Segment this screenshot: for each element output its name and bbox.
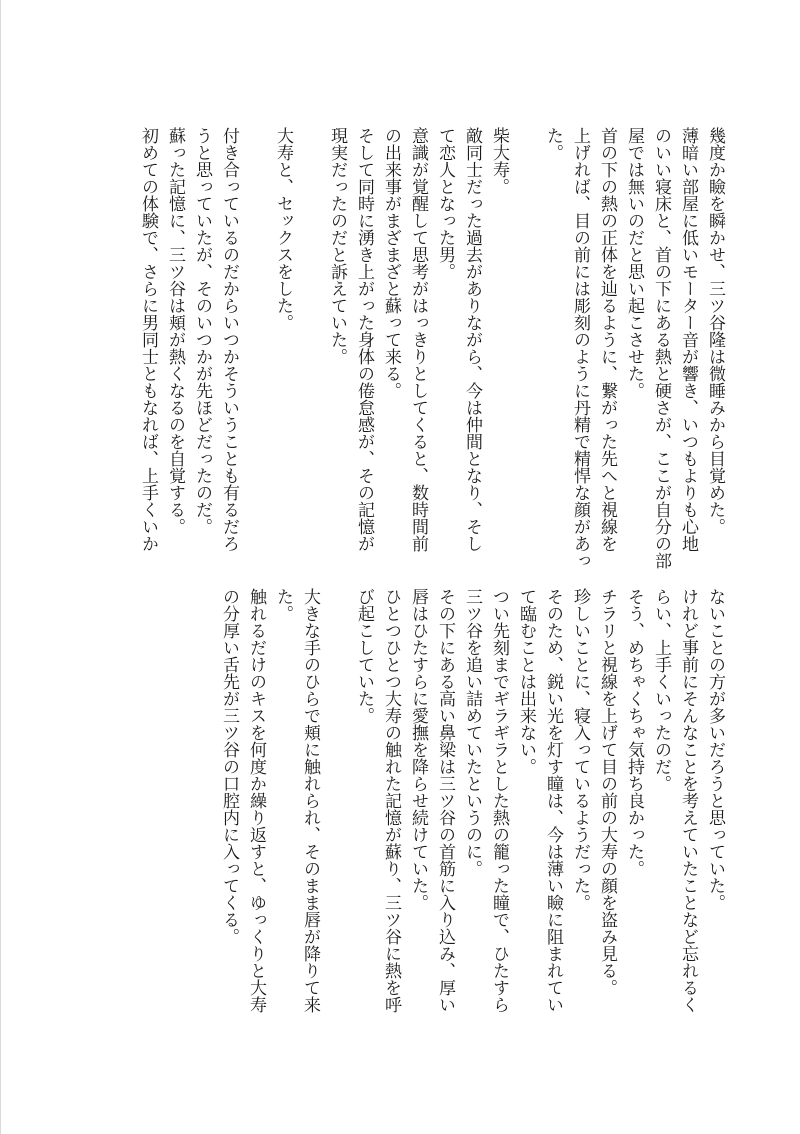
text-line: けれど事前にそんなことを考えていたことなど忘れるく <box>678 588 698 1013</box>
text-line: その下にある高い鼻梁は三ツ谷の首筋に入り込み、厚い <box>435 588 455 1013</box>
text-line: 大寿と、セックスをした。 <box>273 127 293 331</box>
blank-line <box>242 127 269 567</box>
text-line: 三ツ谷を追い詰めていたというのに。 <box>462 588 482 877</box>
text-line: 現実だったのだと訴えていた。 <box>327 127 347 365</box>
text-line: 幾度か瞼を瞬かせ、三ツ谷隆は微睡みから目覚めた。 <box>705 127 725 535</box>
text-line: うと思っていたが、そのいつかが先ほどだったのだ。 <box>192 127 212 535</box>
text-line: 唇はひたすらに愛撫を降らせ続けていた。 <box>408 588 428 911</box>
text-line: 屋では無いのだと思い起こさせた。 <box>624 127 644 399</box>
text-line: 付き合っているのだからいつかそういうことも有るだろ <box>219 127 239 552</box>
text-line: つい先刻までギラギラとした熱の籠った瞳で、ひたすら <box>489 588 509 1013</box>
text-line: のいい寝床と、首の下にある熱と硬さが、ここが自分の部 <box>651 127 671 569</box>
lower-text-block <box>215 588 728 1028</box>
text-line: た。 <box>543 127 563 161</box>
text-line: の出来事がまざまざと蘇って来る。 <box>381 127 401 399</box>
text-line: 柴大寿。 <box>489 127 509 195</box>
text-line: 珍しいことに、寝入っているようだった。 <box>570 588 590 911</box>
text-line: て臨むことは出来ない。 <box>516 588 536 775</box>
blank-line <box>296 127 323 567</box>
text-line: 初めての体験で、さらに男同士ともなれば、上手くいか <box>138 127 158 552</box>
text-line: の分厚い舌先が三ツ谷の口腔内に入ってくる。 <box>219 588 239 945</box>
text-line: ないことの方が多いだろうと思っていた。 <box>705 588 725 911</box>
text-line: そのため、鋭い光を灯す瞳は、今は薄い瞼に阻まれてい <box>543 588 563 1013</box>
text-line: た。 <box>273 588 293 622</box>
text-line: らい、上手くいったのだ。 <box>651 588 671 792</box>
text-line: 上げれば、目の前には彫刻のように丹精で精悍な顔があっ <box>570 127 590 569</box>
blank-line <box>323 588 350 1028</box>
text-line: ひとつひとつ大寿の触れた記憶が蘇り、三ツ谷に熱を呼 <box>381 588 401 1013</box>
text-line: 触れるだけのキスを何度か繰り返すと、ゆっくりと大寿 <box>246 588 266 1013</box>
text-line: 蘇った記憶に、三ツ谷は頬が熱くなるのを自覚する。 <box>165 127 185 535</box>
text-line: そう、めちゃくちゃ気持ち良かった。 <box>624 588 644 877</box>
upper-text-block <box>134 127 728 567</box>
text-line: 大きな手のひらで頬に触れられ、そのまま唇が降りて来 <box>300 588 320 1013</box>
text-line: そして同時に湧き上がった身体の倦怠感が、その記憶が <box>354 127 374 552</box>
blank-line <box>512 127 539 567</box>
text-line: 首の下の熱の正体を辿るように、繋がった先へと視線を <box>597 127 617 552</box>
text-line: び起こしていた。 <box>354 588 374 724</box>
text-line: 意識が覚醒して思考がはっきりとしてくると、数時間前 <box>408 127 428 552</box>
text-line: 薄暗い部屋に低いモーター音が響き、いつもよりも心地 <box>678 127 698 552</box>
text-line: チラリと視線を上げて目の前の大寿の顔を盗み見る。 <box>597 588 617 996</box>
text-line: て恋人となった男。 <box>435 127 455 280</box>
text-line: 敵同士だった過去がありながら、今は仲間となり、そし <box>462 127 482 552</box>
